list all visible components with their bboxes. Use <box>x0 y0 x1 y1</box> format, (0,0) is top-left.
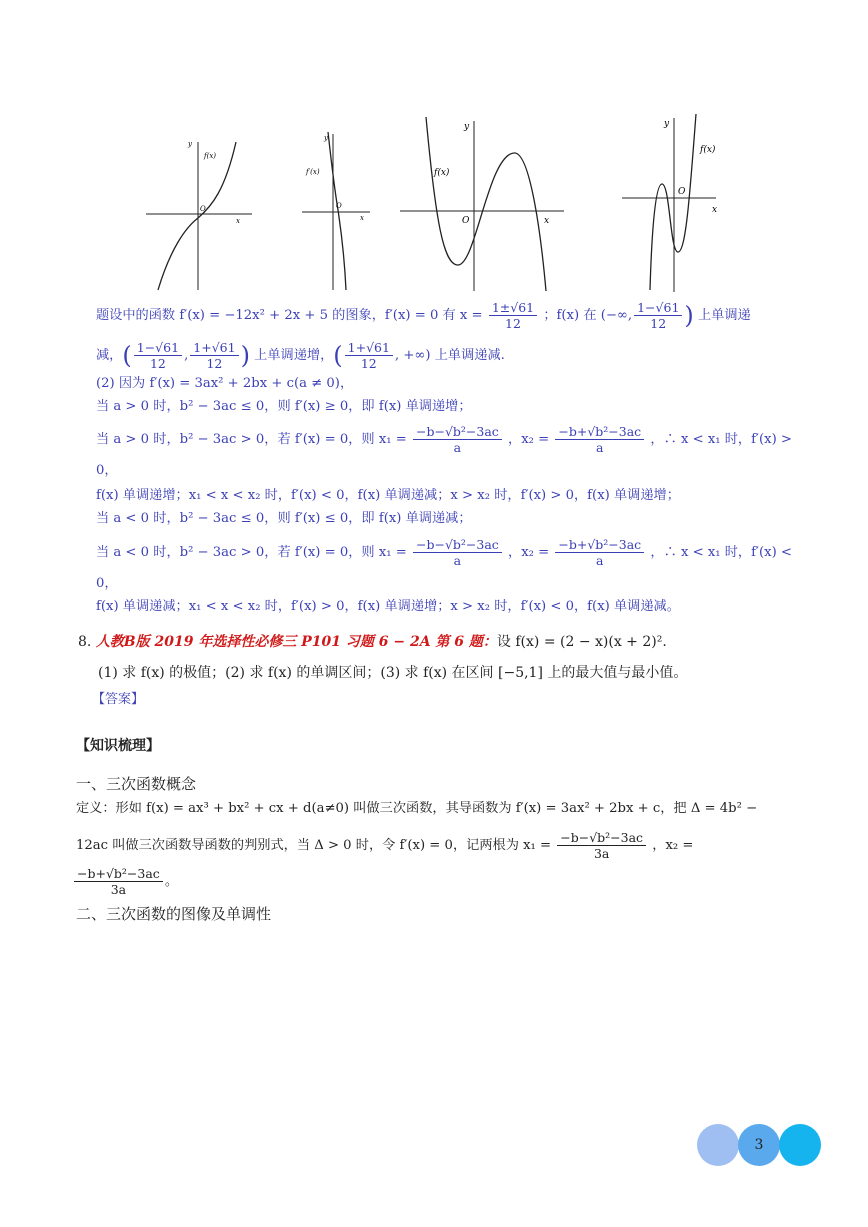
fraction <box>74 866 163 897</box>
denominator: a <box>453 440 462 455</box>
section-2-title: 二、三次函数的图像及单调性 <box>76 905 272 923</box>
fraction <box>555 537 644 568</box>
text: 上单调递 <box>697 308 751 323</box>
graph-1-origin: O <box>200 205 206 213</box>
graph-2-origin: O <box>336 202 342 210</box>
graph-1-ylabel: y <box>188 140 192 148</box>
graph-4-xlabel: x <box>712 205 718 215</box>
definition-line-1: 定义：形如 f(x) = ax³ + bx² + cx + d(a≠0) 叫做三次函数，其导函数为 f′(x) = 3ax² + 2bx + c，把 Δ = 4b² − <box>76 801 758 816</box>
fraction <box>489 300 537 331</box>
denominator: 3a <box>110 882 127 897</box>
knowledge-title: 【知识梳理】 <box>76 738 160 754</box>
solution-line-11: f(x) 单调递减；x₁ < x < x₂ 时，f′(x) > 0，f(x) 单调递增；x > x₂ 时，f′(x) < 0，f(x) 单调递减。 <box>96 599 680 614</box>
denominator: 12 <box>650 316 667 331</box>
solution-line-2: 减，( $\frac{1-√61}{12}$ , $\frac{1+√61}{12}$ ) 上单调递增，( $\frac{1+√61}{12}$ , +∞) 上单调递减. <box>96 340 505 371</box>
numerator: −b−√b²−3ac <box>413 424 502 440</box>
denominator: 12 <box>149 356 166 371</box>
fraction <box>557 830 646 861</box>
denominator: 12 <box>360 356 377 371</box>
text: ；f(x) 在 <box>543 308 597 323</box>
fraction <box>413 424 502 455</box>
graph-3 <box>396 115 571 295</box>
answer-label: 【答案】 <box>92 692 145 707</box>
numerator: −b−√b²−3ac <box>413 537 502 553</box>
text: (−∞, <box>600 308 633 323</box>
graph-4-origin: O <box>678 187 686 197</box>
text: ，∴ x < x₁ 时，f′(x) < <box>650 545 792 560</box>
page-number: 3 <box>754 1137 764 1153</box>
fraction <box>134 340 182 371</box>
page-circle-right <box>779 1124 821 1166</box>
text: 当 a > 0 时，b² − 3ac > 0，若 f′(x) = 0，则 x₁ = <box>96 432 407 447</box>
graph-4-flabel: f(x) <box>700 145 716 155</box>
denominator: a <box>453 553 462 568</box>
denominator: a <box>596 553 604 568</box>
solution-line-6: 0， <box>96 463 118 478</box>
definition-line-3 <box>72 866 178 897</box>
fraction <box>345 340 393 371</box>
graph-2-flabel: f′(x) <box>306 168 320 176</box>
solution-line-4: 当 a > 0 时，b² − 3ac ≤ 0，则 f′(x) ≥ 0，即 f(x) 单调递增； <box>96 399 472 414</box>
graph-2-ylabel: y <box>324 134 328 142</box>
numerator: 1+√61 <box>345 340 393 356</box>
solution-line-9 <box>96 537 792 568</box>
text: 题设中的函数 f′(x) = −12x² + 2x + 5 的图象，f′(x) = 0 有 x = <box>96 308 483 323</box>
solution-line-5 <box>96 424 792 455</box>
numerator: 1+√61 <box>190 340 238 356</box>
graph-2-xlabel: x <box>360 214 364 222</box>
problem-stem: 设 f(x) = (2 − x)(x + 2)². <box>496 634 667 650</box>
text: ，x₂ = <box>652 838 694 853</box>
text: ，x₂ = <box>508 432 550 447</box>
text: 当 a < 0 时，b² − 3ac > 0，若 f′(x) = 0，则 x₁ = <box>96 545 407 560</box>
solution-line-3: (2) 因为 f′(x) = 3ax² + 2bx + c(a ≠ 0)， <box>96 376 354 391</box>
numerator: −b+√b²−3ac <box>555 537 644 553</box>
page-circle-left <box>697 1124 739 1166</box>
graph-4 <box>620 112 725 294</box>
fraction <box>413 537 502 568</box>
numerator: 1±√61 <box>489 300 537 316</box>
text: 减， <box>96 348 123 363</box>
denominator: 3a <box>593 846 610 861</box>
graph-3-flabel: f(x) <box>434 168 450 178</box>
denominator: 12 <box>206 356 223 371</box>
denominator: 12 <box>505 316 521 331</box>
numerator: −b+√b²−3ac <box>74 866 163 882</box>
graph-3-xlabel: x <box>544 216 550 226</box>
text: 上单调递减. <box>434 348 505 363</box>
problem-source: 人教B版 2019 年选择性必修三 P101 习题 6 − 2A 第 6 题： <box>95 634 497 650</box>
problem-8-header <box>78 633 667 651</box>
numerator: 1−√61 <box>134 340 182 356</box>
text: , +∞) <box>394 348 431 363</box>
fraction <box>555 424 644 455</box>
text: ，x₂ = <box>508 545 550 560</box>
graph-3-origin: O <box>462 216 470 226</box>
graph-2 <box>298 128 378 293</box>
fraction <box>190 340 238 371</box>
numerator: 1−√61 <box>634 300 682 316</box>
numerator: −b+√b²−3ac <box>555 424 644 440</box>
text: 上单调递增， <box>254 348 334 363</box>
graph-4-ylabel: y <box>664 119 670 129</box>
solution-line-7: f(x) 单调递增；x₁ < x < x₂ 时，f′(x) < 0，f(x) 单调递减；x > x₂ 时，f′(x) > 0，f(x) 单调递增； <box>96 488 680 503</box>
solution-line-8: 当 a < 0 时，b² − 3ac ≤ 0，则 f′(x) ≤ 0，即 f(x) 单调递减； <box>96 511 472 526</box>
graph-3-ylabel: y <box>464 122 470 132</box>
text: 。 <box>164 874 178 889</box>
solution-line-10: 0， <box>96 576 118 591</box>
fraction <box>634 300 682 331</box>
text: 12ac 叫做三次函数导函数的判别式，当 Δ > 0 时，令 f′(x) = 0，记两根为 x₁ = <box>76 838 552 853</box>
solution-line-1: 题设中的函数 f′(x) = −12x² + 2x + 5 的图象，f′(x) = 0 有 x = $\frac{1\pm√61}{12}$ ；f(x) 在 (−∞, $\frac{1-√61}{12}$ ) 上单调递 <box>96 300 751 331</box>
problem-number: 8. <box>78 634 92 650</box>
numerator: −b−√b²−3ac <box>557 830 646 846</box>
graph-1-xlabel: x <box>236 217 240 225</box>
definition-line-2 <box>76 830 693 861</box>
problem-8-questions: (1) 求 f(x) 的极值；(2) 求 f(x) 的单调区间；(3) 求 f(x) 在区间 [−5,1] 上的最大值与最小值。 <box>98 665 688 681</box>
denominator: a <box>596 440 604 455</box>
graph-1 <box>140 130 260 295</box>
graph-1-flabel: f(x) <box>204 152 217 160</box>
section-1-title: 一、三次函数概念 <box>76 775 197 793</box>
text: ，∴ x < x₁ 时，f′(x) > <box>650 432 792 447</box>
